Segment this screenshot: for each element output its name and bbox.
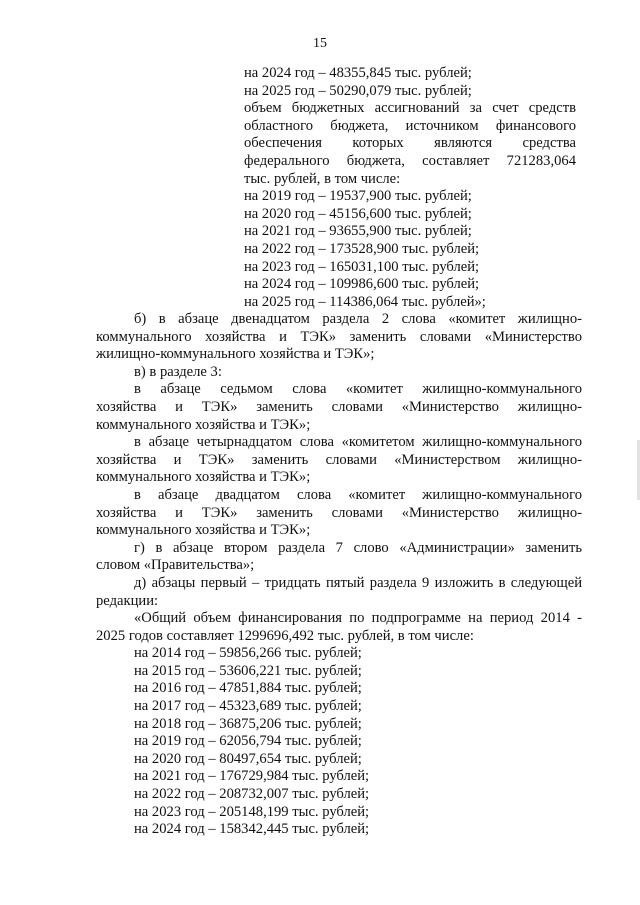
paragraph-line: обеспечения которых являются средства bbox=[244, 135, 576, 152]
paragraph-line: хозяйства и ТЭК» заменить словами «Министерство жилищно- bbox=[96, 504, 582, 521]
paragraph-line: объем бюджетных ассигнований за счет средств bbox=[244, 100, 576, 117]
paragraph-line: тыс. рублей, в том числе: bbox=[244, 170, 401, 187]
funding-line: на 2017 год – 45323,689 тыс. рублей; bbox=[134, 698, 362, 715]
funding-line: на 2021 год – 176729,984 тыс. рублей; bbox=[134, 768, 370, 785]
main-body bbox=[96, 311, 582, 839]
funding-line: на 2022 год – 208732,007 тыс. рублей; bbox=[134, 786, 370, 803]
funding-line: на 2023 год – 165031,100 тыс. рублей; bbox=[244, 258, 480, 275]
paragraph-line: в) в разделе 3: bbox=[134, 363, 222, 380]
paragraph-line: жилищно-коммунального хозяйства и ТЭК»; bbox=[96, 346, 375, 363]
paragraph-line: в абзаце четырнадцатом слова «комитетом жилищно-коммунального bbox=[134, 434, 582, 451]
paragraph-line: хозяйства и ТЭК» заменить словами «Министерство жилищно- bbox=[96, 398, 582, 415]
funding-line: на 2015 год – 53606,221 тыс. рублей; bbox=[134, 662, 362, 679]
paragraph-line: областного бюджета, источником финансового bbox=[244, 117, 576, 134]
paragraph-line: хозяйства и ТЭК» заменить словами «Министерством жилищно- bbox=[96, 451, 582, 468]
funding-line: на 2021 год – 93655,900 тыс. рублей; bbox=[244, 223, 472, 240]
paragraph-line: 2025 годов составляет 1299696,492 тыс. рублей, в том числе: bbox=[96, 627, 474, 644]
funding-line: на 2024 год – 158342,445 тыс. рублей; bbox=[134, 821, 370, 838]
funding-line: на 2024 год – 109986,600 тыс. рублей; bbox=[244, 276, 480, 293]
paragraph-line: г) в абзаце втором раздела 7 слово «Администрации» заменить bbox=[134, 539, 582, 556]
funding-line: на 2014 год – 59856,266 тыс. рублей; bbox=[134, 645, 362, 662]
paragraph-line: словом «Правительства»; bbox=[96, 557, 255, 574]
top-funding-block bbox=[244, 65, 576, 311]
paragraph-line: коммунального хозяйства и ТЭК»; bbox=[96, 522, 311, 539]
funding-line: на 2025 год – 50290,079 тыс. рублей; bbox=[244, 82, 472, 99]
paragraph-line: б) в абзаце двенадцатом раздела 2 слова «комитет жилищно- bbox=[134, 311, 582, 327]
funding-line: на 2022 год – 173528,900 тыс. рублей; bbox=[244, 240, 480, 257]
funding-line: на 2023 год – 205148,199 тыс. рублей; bbox=[134, 803, 370, 820]
funding-line: на 2024 год – 48355,845 тыс. рублей; bbox=[244, 65, 472, 81]
funding-line: на 2019 год – 62056,794 тыс. рублей; bbox=[134, 733, 362, 750]
paragraph-line: коммунального хозяйства и ТЭК»; bbox=[96, 469, 311, 486]
paragraph-line: в абзаце двадцатом слова «комитет жилищно-коммунального bbox=[134, 486, 582, 503]
paragraph-line: д) абзацы первый – тридцать пятый раздела 9 изложить в следующей bbox=[134, 574, 582, 591]
paragraph-line: коммунального хозяйства и ТЭК»; bbox=[96, 416, 311, 433]
page-number: 15 bbox=[313, 36, 327, 51]
funding-line: на 2020 год – 80497,654 тыс. рублей; bbox=[134, 750, 362, 767]
paragraph-line: коммунального хозяйства и ТЭК» заменить словами «Министерство bbox=[96, 328, 582, 345]
paragraph-line: редакции: bbox=[96, 592, 159, 609]
paragraph-line: в абзаце седьмом слова «комитет жилищно-коммунального bbox=[134, 381, 582, 398]
paragraph-line: «Общий объем финансирования по подпрограмме на период 2014 - bbox=[134, 610, 582, 627]
funding-line: на 2019 год – 19537,900 тыс. рублей; bbox=[244, 188, 472, 205]
paragraph-line: федерального бюджета, составляет 721283,064 bbox=[244, 152, 576, 169]
funding-line: на 2025 год – 114386,064 тыс. рублей»; bbox=[244, 293, 486, 310]
funding-line: на 2018 год – 36875,206 тыс. рублей; bbox=[134, 715, 362, 732]
funding-line: на 2020 год – 45156,600 тыс. рублей; bbox=[244, 205, 472, 222]
funding-line: на 2016 год – 47851,884 тыс. рублей; bbox=[134, 680, 362, 697]
